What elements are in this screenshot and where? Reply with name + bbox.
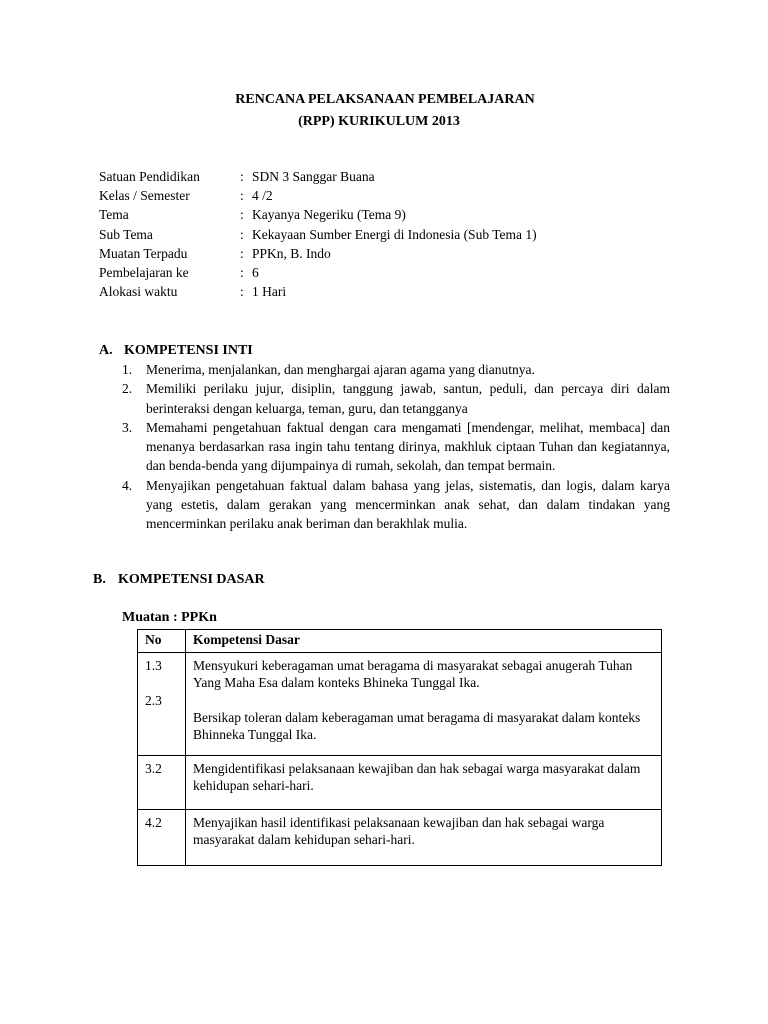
list-item-number: 2.: [122, 381, 133, 397]
identity-label: Pembelajaran ke: [99, 264, 189, 280]
column-header-kompetensi: Kompetensi Dasar: [186, 630, 662, 653]
column-header-no: No: [138, 630, 186, 653]
identity-colon: :: [240, 207, 244, 223]
list-item: [122, 379, 670, 418]
list-item-number: 1.: [122, 362, 133, 377]
list-item-text: Menyajikan pengetahuan faktual dalam bahasa yang jelas, sistematis, dan logis, dalam karya yang estetis, dalam gerakan yang mencerminkan anak sehat, dan dalam tindakan yang mencerminkan perilaku anak beriman dan berakhlak mulia.: [146, 477, 670, 532]
section-title: KOMPETENSI INTI: [124, 343, 253, 358]
row-spacer: [193, 691, 654, 709]
table-cell-text: Menyajikan hasil identifikasi pelaksanaan kewajiban dan hak sebagai warga masyarakat dalam kehidupan sehari-hari.: [186, 810, 662, 866]
identity-colon: :: [240, 264, 244, 280]
table-cell-text: Mengidentifikasi pelaksanaan kewajiban dan hak sebagai warga masyarakat dalam kehidupan sehari-hari.: [186, 756, 662, 810]
list-item-text: Memiliki perilaku jujur, disiplin, tanggung jawab, santun, peduli, dan percaya diri dalam berinteraksi dengan keluarga, teman, guru, dan tetangganya: [146, 381, 670, 416]
table-row: [138, 756, 662, 810]
section-letter: B.: [93, 572, 106, 587]
identity-colon: :: [240, 188, 244, 204]
list-item-text: Memahami pengetahuan faktual dengan cara mengamati [mendengar, melihat, membaca] dan menanya berdasarkan rasa ingin tahu tentang dirinya, makhluk ciptaan Tuhan dan kegiatannya, dan benda-benda yang dijumpainya di rumah, sekolah, dan tempat bermain.: [146, 419, 670, 474]
identity-label: Sub Tema: [99, 226, 153, 242]
identity-value: 4 /2: [252, 188, 273, 204]
identity-value: 1 Hari: [252, 284, 287, 300]
kompetensi-inti-list: [122, 360, 670, 534]
section-heading-kompetensi-inti: [99, 342, 253, 360]
table-cell-no: [138, 653, 186, 756]
table-row: [138, 810, 662, 866]
list-item: [122, 476, 670, 534]
identity-value: 6: [252, 264, 259, 280]
list-item: [122, 418, 670, 476]
list-item: [122, 360, 670, 379]
identity-value: Kayanya Negeriku (Tema 9): [252, 207, 406, 223]
section-letter: A.: [99, 343, 113, 358]
row-text: Bersikap toleran dalam keberagaman umat beragama di masyarakat dalam konteks Bhinneka Tunggal Ika.: [193, 710, 641, 742]
identity-label: Muatan Terpadu: [99, 245, 188, 261]
table-row: [138, 653, 662, 756]
identity-colon: :: [240, 226, 244, 242]
identity-colon: :: [240, 169, 244, 184]
muatan-label: Muatan : PPKn: [122, 610, 217, 625]
section-title: KOMPETENSI DASAR: [118, 572, 265, 587]
table-cell-no: 3.2: [138, 756, 186, 810]
list-item-number: 4.: [122, 477, 133, 493]
document-title: RENCANA PELAKSANAAN PEMBELAJARAN: [235, 92, 535, 107]
section-heading-kompetensi-dasar: [93, 571, 265, 589]
kompetensi-dasar-table: [137, 629, 662, 866]
table-header-row: [138, 630, 662, 653]
list-item-number: 3.: [122, 419, 133, 435]
row-number: 2.3: [145, 693, 162, 708]
row-text: Mensyukuri keberagaman umat beragama di masyarakat sebagai anugerah Tuhan Yang Maha Esa dalam konteks Bhineka Tunggal Ika.: [193, 658, 633, 690]
identity-colon: :: [240, 284, 244, 300]
document-subtitle: (RPP) KURIKULUM 2013: [298, 114, 460, 129]
identity-value: Kekayaan Sumber Energi di Indonesia (Sub Tema 1): [252, 226, 537, 242]
table-cell-no: 4.2: [138, 810, 186, 866]
identity-label: Tema: [99, 207, 129, 223]
identity-label: Satuan Pendidikan: [99, 169, 200, 184]
identity-value: SDN 3 Sanggar Buana: [252, 169, 375, 184]
identity-label: Alokasi waktu: [99, 284, 178, 300]
identity-label: Kelas / Semester: [99, 188, 190, 204]
list-item-text: Menerima, menjalankan, dan menghargai ajaran agama yang dianutnya.: [146, 362, 535, 377]
table-cell-text: [186, 653, 662, 756]
identity-value: PPKn, B. Indo: [252, 245, 331, 261]
identity-colon: :: [240, 245, 244, 261]
row-number: 1.3: [145, 658, 162, 673]
row-spacer: [145, 674, 178, 692]
